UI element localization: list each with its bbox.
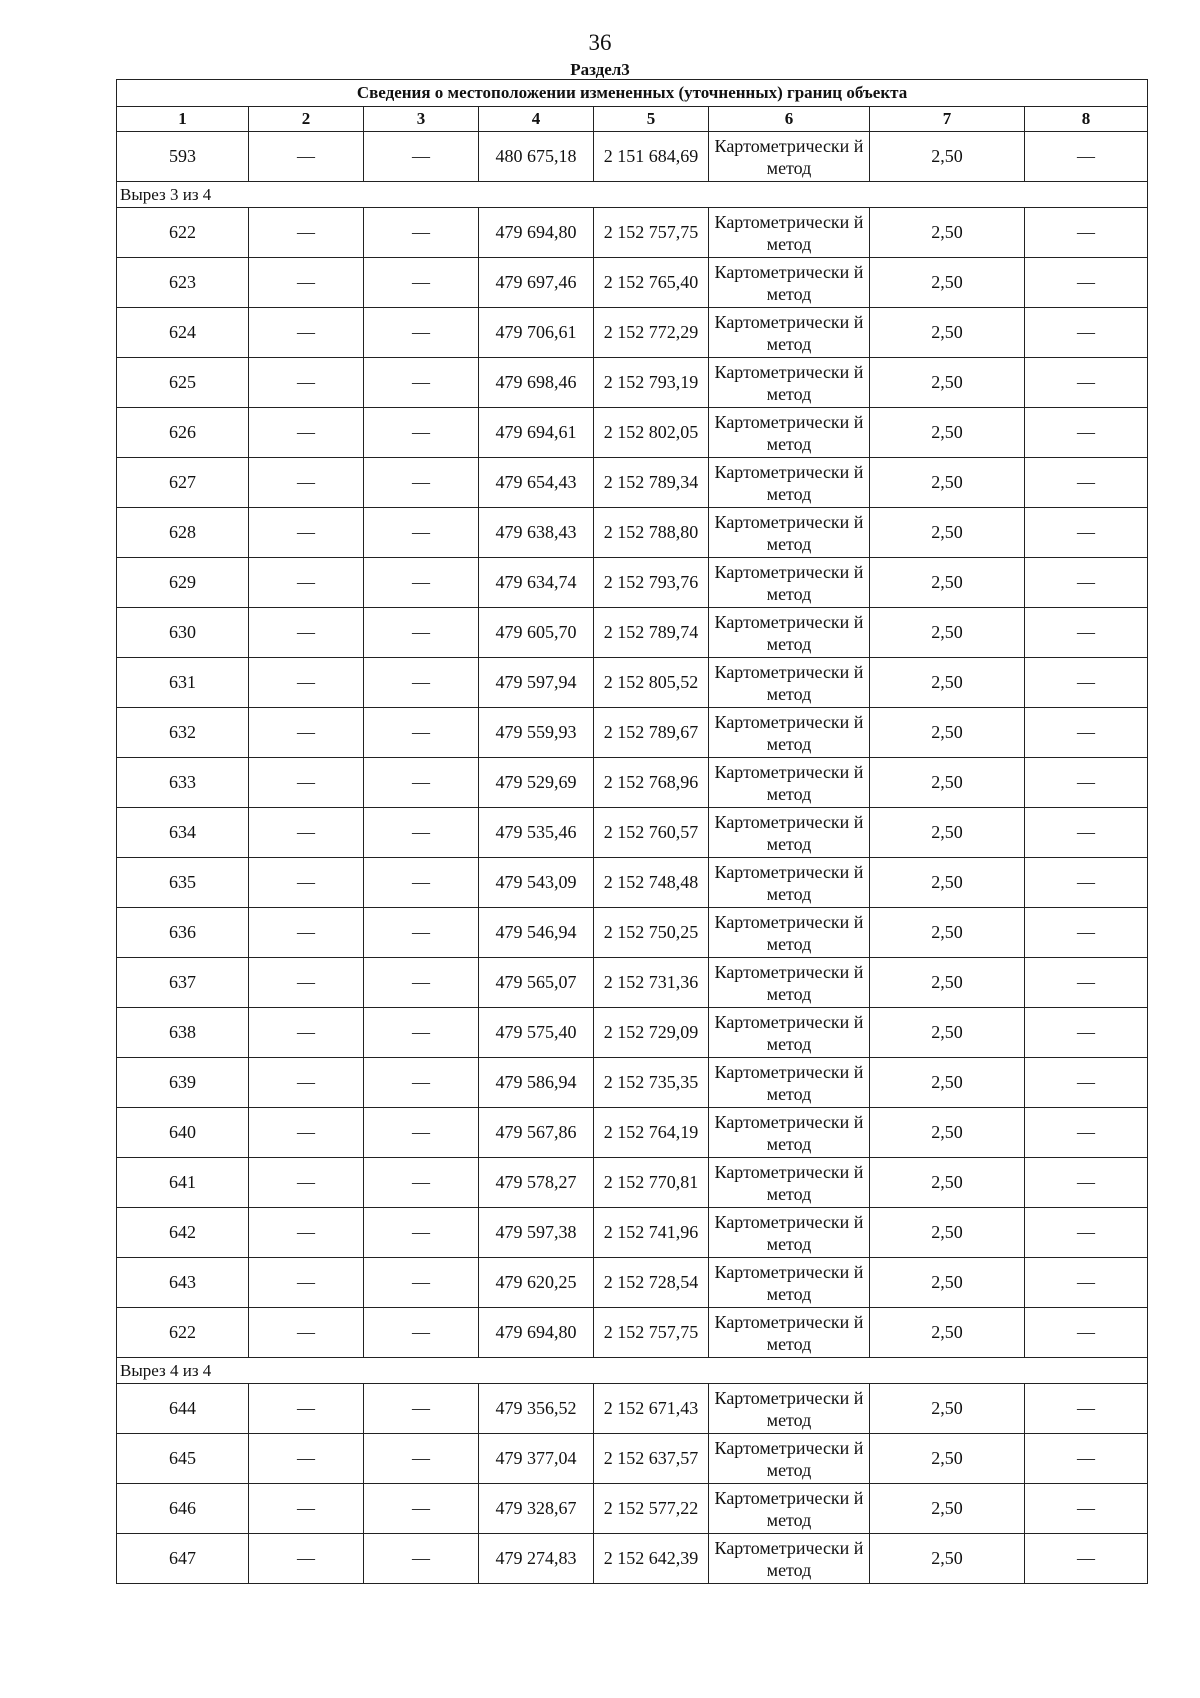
column-8-cell: — [1025, 1484, 1148, 1534]
table-row [117, 1008, 1148, 1058]
method-cell: Картометрически й метод [709, 1058, 870, 1108]
method-cell: Картометрически й метод [709, 408, 870, 458]
column-3-cell: — [364, 758, 479, 808]
x-coordinate-cell: 479 535,46 [479, 808, 594, 858]
method-cell: Картометрически й метод [709, 1258, 870, 1308]
y-coordinate-cell: 2 151 684,69 [594, 132, 709, 182]
point-number-cell: 625 [117, 358, 249, 408]
accuracy-cell: 2,50 [870, 408, 1025, 458]
accuracy-cell: 2,50 [870, 1108, 1025, 1158]
column-2-cell: — [249, 508, 364, 558]
x-coordinate-cell: 479 546,94 [479, 908, 594, 958]
y-coordinate-cell: 2 152 671,43 [594, 1384, 709, 1434]
accuracy-cell: 2,50 [870, 908, 1025, 958]
column-8-cell: — [1025, 458, 1148, 508]
column-3-cell: — [364, 1434, 479, 1484]
point-number-cell: 626 [117, 408, 249, 458]
y-coordinate-cell: 2 152 757,75 [594, 1308, 709, 1358]
accuracy-cell: 2,50 [870, 258, 1025, 308]
column-8-cell: — [1025, 1258, 1148, 1308]
group-label: Вырез 3 из 4 [117, 182, 1148, 208]
column-2-cell: — [249, 758, 364, 808]
point-number-cell: 632 [117, 708, 249, 758]
column-number: 7 [870, 107, 1025, 132]
column-8-cell: — [1025, 1534, 1148, 1584]
column-3-cell: — [364, 1534, 479, 1584]
column-8-cell: — [1025, 1208, 1148, 1258]
method-cell: Картометрически й метод [709, 558, 870, 608]
accuracy-cell: 2,50 [870, 358, 1025, 408]
method-cell: Картометрически й метод [709, 958, 870, 1008]
table-row [117, 1108, 1148, 1158]
method-cell: Картометрически й метод [709, 132, 870, 182]
y-coordinate-cell: 2 152 764,19 [594, 1108, 709, 1158]
table-row [117, 1258, 1148, 1308]
point-number-cell: 643 [117, 1258, 249, 1308]
accuracy-cell: 2,50 [870, 658, 1025, 708]
column-8-cell: — [1025, 508, 1148, 558]
table-row [117, 308, 1148, 358]
point-number-cell: 593 [117, 132, 249, 182]
y-coordinate-cell: 2 152 770,81 [594, 1158, 709, 1208]
accuracy-cell: 2,50 [870, 1434, 1025, 1484]
column-8-cell: — [1025, 408, 1148, 458]
column-8-cell: — [1025, 1008, 1148, 1058]
point-number-cell: 645 [117, 1434, 249, 1484]
y-coordinate-cell: 2 152 765,40 [594, 258, 709, 308]
y-coordinate-cell: 2 152 741,96 [594, 1208, 709, 1258]
accuracy-cell: 2,50 [870, 1534, 1025, 1584]
method-cell: Картометрически й метод [709, 708, 870, 758]
column-3-cell: — [364, 358, 479, 408]
column-2-cell: — [249, 458, 364, 508]
y-coordinate-cell: 2 152 637,57 [594, 1434, 709, 1484]
column-2-cell: — [249, 1258, 364, 1308]
y-coordinate-cell: 2 152 757,75 [594, 208, 709, 258]
point-number-cell: 642 [117, 1208, 249, 1258]
column-2-cell: — [249, 558, 364, 608]
y-coordinate-cell: 2 152 802,05 [594, 408, 709, 458]
x-coordinate-cell: 479 694,61 [479, 408, 594, 458]
accuracy-cell: 2,50 [870, 1308, 1025, 1358]
column-3-cell: — [364, 1158, 479, 1208]
column-2-cell: — [249, 1058, 364, 1108]
point-number-cell: 640 [117, 1108, 249, 1158]
method-cell: Картометрически й метод [709, 208, 870, 258]
accuracy-cell: 2,50 [870, 308, 1025, 358]
column-3-cell: — [364, 708, 479, 758]
table-row [117, 458, 1148, 508]
table-row [117, 808, 1148, 858]
point-number-cell: 638 [117, 1008, 249, 1058]
x-coordinate-cell: 479 605,70 [479, 608, 594, 658]
column-number: 1 [117, 107, 249, 132]
table-row [117, 908, 1148, 958]
column-8-cell: — [1025, 608, 1148, 658]
column-8-cell: — [1025, 708, 1148, 758]
table-row [117, 208, 1148, 258]
column-3-cell: — [364, 308, 479, 358]
table-row [117, 408, 1148, 458]
column-8-cell: — [1025, 858, 1148, 908]
column-3-cell: — [364, 1008, 479, 1058]
page-number: 36 [588, 30, 612, 55]
column-2-cell: — [249, 208, 364, 258]
accuracy-cell: 2,50 [870, 132, 1025, 182]
method-cell: Картометрически й метод [709, 1008, 870, 1058]
y-coordinate-cell: 2 152 768,96 [594, 758, 709, 808]
accuracy-cell: 2,50 [870, 1208, 1025, 1258]
x-coordinate-cell: 479 597,94 [479, 658, 594, 708]
column-number: 6 [709, 107, 870, 132]
column-2-cell: — [249, 608, 364, 658]
column-3-cell: — [364, 258, 479, 308]
accuracy-cell: 2,50 [870, 1484, 1025, 1534]
column-2-cell: — [249, 808, 364, 858]
column-8-cell: — [1025, 1384, 1148, 1434]
y-coordinate-cell: 2 152 642,39 [594, 1534, 709, 1584]
column-8-cell: — [1025, 132, 1148, 182]
method-cell: Картометрически й метод [709, 1308, 870, 1358]
column-8-cell: — [1025, 908, 1148, 958]
table-caption-row [117, 80, 1148, 107]
section-title: Раздел3 [570, 60, 630, 79]
method-cell: Картометрически й метод [709, 1158, 870, 1208]
y-coordinate-cell: 2 152 772,29 [594, 308, 709, 358]
point-number-cell: 639 [117, 1058, 249, 1108]
y-coordinate-cell: 2 152 728,54 [594, 1258, 709, 1308]
column-3-cell: — [364, 808, 479, 858]
x-coordinate-cell: 479 274,83 [479, 1534, 594, 1584]
accuracy-cell: 2,50 [870, 1158, 1025, 1208]
table-row [117, 658, 1148, 708]
method-cell: Картометрически й метод [709, 1384, 870, 1434]
table-row [117, 958, 1148, 1008]
accuracy-cell: 2,50 [870, 1384, 1025, 1434]
x-coordinate-cell: 479 559,93 [479, 708, 594, 758]
column-2-cell: — [249, 408, 364, 458]
point-number-cell: 631 [117, 658, 249, 708]
x-coordinate-cell: 479 567,86 [479, 1108, 594, 1158]
table-row [117, 1308, 1148, 1358]
y-coordinate-cell: 2 152 789,67 [594, 708, 709, 758]
point-number-cell: 622 [117, 1308, 249, 1358]
point-number-cell: 636 [117, 908, 249, 958]
column-2-cell: — [249, 1208, 364, 1258]
y-coordinate-cell: 2 152 577,22 [594, 1484, 709, 1534]
x-coordinate-cell: 479 586,94 [479, 1058, 594, 1108]
column-number: 5 [594, 107, 709, 132]
method-cell: Картометрически й метод [709, 1108, 870, 1158]
column-number: 8 [1025, 107, 1148, 132]
column-3-cell: — [364, 508, 479, 558]
point-number-cell: 641 [117, 1158, 249, 1208]
x-coordinate-cell: 479 377,04 [479, 1434, 594, 1484]
point-number-cell: 633 [117, 758, 249, 808]
column-8-cell: — [1025, 558, 1148, 608]
column-8-cell: — [1025, 658, 1148, 708]
table-row [117, 1208, 1148, 1258]
column-8-cell: — [1025, 758, 1148, 808]
table-row [117, 1058, 1148, 1108]
column-2-cell: — [249, 258, 364, 308]
column-8-cell: — [1025, 1308, 1148, 1358]
x-coordinate-cell: 479 638,43 [479, 508, 594, 558]
column-8-cell: — [1025, 808, 1148, 858]
x-coordinate-cell: 479 697,46 [479, 258, 594, 308]
method-cell: Картометрически й метод [709, 258, 870, 308]
column-2-cell: — [249, 1108, 364, 1158]
y-coordinate-cell: 2 152 729,09 [594, 1008, 709, 1058]
method-cell: Картометрически й метод [709, 758, 870, 808]
column-2-cell: — [249, 1008, 364, 1058]
point-number-cell: 635 [117, 858, 249, 908]
point-number-cell: 622 [117, 208, 249, 258]
column-8-cell: — [1025, 1058, 1148, 1108]
column-2-cell: — [249, 308, 364, 358]
accuracy-cell: 2,50 [870, 808, 1025, 858]
method-cell: Картометрически й метод [709, 1434, 870, 1484]
y-coordinate-cell: 2 152 789,74 [594, 608, 709, 658]
x-coordinate-cell: 479 565,07 [479, 958, 594, 1008]
table-row [117, 1484, 1148, 1534]
method-cell: Картометрически й метод [709, 1484, 870, 1534]
column-8-cell: — [1025, 208, 1148, 258]
column-2-cell: — [249, 1434, 364, 1484]
column-2-cell: — [249, 658, 364, 708]
table-row [117, 1434, 1148, 1484]
column-3-cell: — [364, 1308, 479, 1358]
column-number: 2 [249, 107, 364, 132]
table-row [117, 858, 1148, 908]
x-coordinate-cell: 479 694,80 [479, 208, 594, 258]
column-2-cell: — [249, 1384, 364, 1434]
x-coordinate-cell: 479 328,67 [479, 1484, 594, 1534]
column-3-cell: — [364, 1484, 479, 1534]
y-coordinate-cell: 2 152 788,80 [594, 508, 709, 558]
table-row [117, 132, 1148, 182]
column-8-cell: — [1025, 1108, 1148, 1158]
column-8-cell: — [1025, 258, 1148, 308]
column-2-cell: — [249, 1158, 364, 1208]
point-number-cell: 628 [117, 508, 249, 558]
column-3-cell: — [364, 408, 479, 458]
point-number-cell: 647 [117, 1534, 249, 1584]
accuracy-cell: 2,50 [870, 1058, 1025, 1108]
accuracy-cell: 2,50 [870, 708, 1025, 758]
y-coordinate-cell: 2 152 805,52 [594, 658, 709, 708]
point-number-cell: 624 [117, 308, 249, 358]
column-2-cell: — [249, 708, 364, 758]
point-number-cell: 637 [117, 958, 249, 1008]
column-3-cell: — [364, 1384, 479, 1434]
point-number-cell: 629 [117, 558, 249, 608]
column-3-cell: — [364, 1208, 479, 1258]
accuracy-cell: 2,50 [870, 558, 1025, 608]
column-2-cell: — [249, 958, 364, 1008]
point-number-cell: 623 [117, 258, 249, 308]
point-number-cell: 630 [117, 608, 249, 658]
x-coordinate-cell: 479 597,38 [479, 1208, 594, 1258]
x-coordinate-cell: 479 654,43 [479, 458, 594, 508]
accuracy-cell: 2,50 [870, 758, 1025, 808]
column-3-cell: — [364, 458, 479, 508]
column-3-cell: — [364, 858, 479, 908]
y-coordinate-cell: 2 152 793,76 [594, 558, 709, 608]
column-2-cell: — [249, 1308, 364, 1358]
method-cell: Картометрически й метод [709, 1534, 870, 1584]
column-2-cell: — [249, 132, 364, 182]
method-cell: Картометрически й метод [709, 358, 870, 408]
point-number-cell: 627 [117, 458, 249, 508]
y-coordinate-cell: 2 152 760,57 [594, 808, 709, 858]
column-3-cell: — [364, 608, 479, 658]
x-coordinate-cell: 479 543,09 [479, 858, 594, 908]
x-coordinate-cell: 480 675,18 [479, 132, 594, 182]
method-cell: Картометрически й метод [709, 858, 870, 908]
accuracy-cell: 2,50 [870, 1258, 1025, 1308]
accuracy-cell: 2,50 [870, 208, 1025, 258]
accuracy-cell: 2,50 [870, 1008, 1025, 1058]
column-2-cell: — [249, 1534, 364, 1584]
column-8-cell: — [1025, 358, 1148, 408]
accuracy-cell: 2,50 [870, 508, 1025, 558]
table-row [117, 508, 1148, 558]
x-coordinate-cell: 479 698,46 [479, 358, 594, 408]
column-2-cell: — [249, 358, 364, 408]
x-coordinate-cell: 479 620,25 [479, 1258, 594, 1308]
table-row [117, 608, 1148, 658]
table-row [117, 558, 1148, 608]
method-cell: Картометрически й метод [709, 308, 870, 358]
column-number: 4 [479, 107, 594, 132]
column-3-cell: — [364, 132, 479, 182]
y-coordinate-cell: 2 152 748,48 [594, 858, 709, 908]
column-3-cell: — [364, 1108, 479, 1158]
coordinates-table [116, 79, 1148, 1584]
column-8-cell: — [1025, 958, 1148, 1008]
column-2-cell: — [249, 908, 364, 958]
group-label: Вырез 4 из 4 [117, 1358, 1148, 1384]
x-coordinate-cell: 479 529,69 [479, 758, 594, 808]
point-number-cell: 644 [117, 1384, 249, 1434]
accuracy-cell: 2,50 [870, 608, 1025, 658]
column-3-cell: — [364, 658, 479, 708]
table-caption: Сведения о местоположении измененных (уточненных) границ объекта [117, 80, 1148, 107]
column-8-cell: — [1025, 308, 1148, 358]
column-number: 3 [364, 107, 479, 132]
table-row [117, 758, 1148, 808]
x-coordinate-cell: 479 706,61 [479, 308, 594, 358]
table-row [117, 708, 1148, 758]
table-row [117, 1384, 1148, 1434]
column-number-row [117, 107, 1148, 132]
column-3-cell: — [364, 1258, 479, 1308]
accuracy-cell: 2,50 [870, 958, 1025, 1008]
accuracy-cell: 2,50 [870, 858, 1025, 908]
column-2-cell: — [249, 1484, 364, 1534]
column-3-cell: — [364, 908, 479, 958]
table-row [117, 258, 1148, 308]
table-body [117, 80, 1148, 1584]
column-3-cell: — [364, 208, 479, 258]
y-coordinate-cell: 2 152 731,36 [594, 958, 709, 1008]
y-coordinate-cell: 2 152 789,34 [594, 458, 709, 508]
x-coordinate-cell: 479 356,52 [479, 1384, 594, 1434]
column-8-cell: — [1025, 1434, 1148, 1484]
table-row [117, 1534, 1148, 1584]
column-3-cell: — [364, 958, 479, 1008]
method-cell: Картометрически й метод [709, 458, 870, 508]
table-row [117, 1158, 1148, 1208]
accuracy-cell: 2,50 [870, 458, 1025, 508]
table-row [117, 358, 1148, 408]
x-coordinate-cell: 479 575,40 [479, 1008, 594, 1058]
column-3-cell: — [364, 1058, 479, 1108]
point-number-cell: 646 [117, 1484, 249, 1534]
method-cell: Картометрически й метод [709, 508, 870, 558]
method-cell: Картометрически й метод [709, 1208, 870, 1258]
column-3-cell: — [364, 558, 479, 608]
x-coordinate-cell: 479 694,80 [479, 1308, 594, 1358]
method-cell: Картометрически й метод [709, 658, 870, 708]
point-number-cell: 634 [117, 808, 249, 858]
method-cell: Картометрически й метод [709, 608, 870, 658]
y-coordinate-cell: 2 152 735,35 [594, 1058, 709, 1108]
group-header-row [117, 182, 1148, 208]
group-header-row [117, 1358, 1148, 1384]
y-coordinate-cell: 2 152 750,25 [594, 908, 709, 958]
x-coordinate-cell: 479 634,74 [479, 558, 594, 608]
y-coordinate-cell: 2 152 793,19 [594, 358, 709, 408]
method-cell: Картометрически й метод [709, 908, 870, 958]
x-coordinate-cell: 479 578,27 [479, 1158, 594, 1208]
column-8-cell: — [1025, 1158, 1148, 1208]
method-cell: Картометрически й метод [709, 808, 870, 858]
column-2-cell: — [249, 858, 364, 908]
